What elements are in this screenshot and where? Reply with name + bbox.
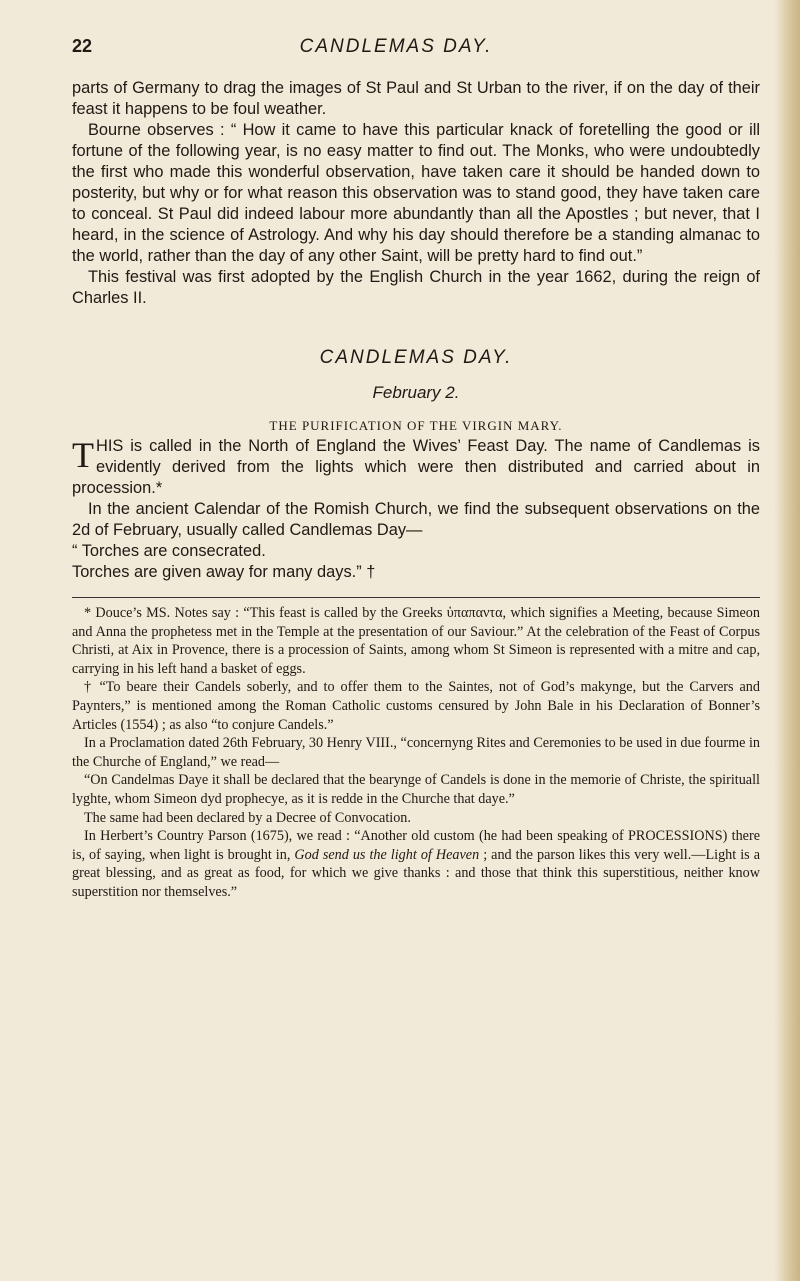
section-date: February 2.	[372, 383, 460, 402]
opening-paragraph-text: HIS is called in the North of England the Wives’ Feast Day. The name of Candlemas is evidently derived from the lights which were then distributed and carried about in procession.*	[72, 437, 760, 497]
drop-cap: T	[72, 435, 94, 475]
paragraph: This festival was first adopted by the English Church in the year 1662, during the reign of Charles II.	[72, 268, 760, 307]
footnote-text: In Herbert’s Country Parson (1675), we read : “Another old custom (he had been speaking of PROCESSIONS) there is, of saying, when light is brought in,	[72, 828, 760, 863]
footnotes	[72, 604, 760, 902]
footnote: † “To beare their Candels soberly, and to offer them to the Saintes, not of God’s makynge, but the Carvers and Paynters,” is mentioned among the Roman Catholic customs censured by John Bale in his Declaration of Bonner’s Articles (1554) ; as also “to conjure Candels.”	[72, 679, 760, 733]
page-edge-shadow	[774, 0, 800, 1281]
section-title: CANDLEMAS DAY.	[319, 347, 513, 368]
footnote: “On Candelmas Daye it shall be declared that the bearynge of Candels is done in the memorie of Christe, the spirituall lyghte, whom Simeon dyd prophecye, as it is redde in the Churche that daye.”	[72, 772, 760, 807]
quotation-line: Torches are given away for many days.” †	[72, 563, 376, 581]
footnote	[72, 827, 760, 901]
footnote-rule	[72, 597, 760, 598]
paragraph: In the ancient Calendar of the Romish Church, we find the subsequent observations on the 2d of February, usually called Candlemas Day—	[72, 500, 760, 539]
section-subtitle: THE PURIFICATION OF THE VIRGIN MARY.	[269, 418, 563, 433]
quotation-line: “ Torches are consecrated.	[72, 542, 266, 560]
footnote: The same had been declared by a Decree of Convocation.	[84, 809, 411, 826]
running-head	[72, 28, 760, 64]
footnote-text: ; and the parson likes this very well.—Light is a great blessing, and as great as food, for which we give thanks : and those that think this superstitious, neither know superstition nor themselves.”	[72, 846, 760, 900]
paragraph: Bourne observes : “ How it came to have this particular knack of foretelling the good or ill fortune of the following year, is no easy matter to find out. The Monks, who were undoubtedly the first who made this wonderful observation, have taken care it should be handed down to posterity, but why or for what reason this observation was to stand good, they have taken care to conceal. St Paul did indeed labour more abundantly than all the Apostles ; but never, that I heard, in the science of Astrology. And why his day should therefore be a standing almanac to the world, rather than the day of any other Saint, will be pretty hard to find out.”	[72, 121, 760, 265]
running-title: CANDLEMAS DAY.	[299, 36, 493, 57]
paragraph: parts of Germany to drag the images of St Paul and St Urban to the river, if on the day of their feast it happens to be foul weather.	[72, 79, 760, 118]
main-text	[72, 78, 760, 583]
page-number: 22	[72, 36, 93, 56]
footnote-italic-text: God send us the light of Heaven	[294, 846, 480, 863]
opening-paragraph	[72, 436, 760, 499]
footnote: In a Proclamation dated 26th February, 30 Henry VIII., “concernyng Rites and Ceremonies to be used in due fourme in the Churche of England,” we read—	[72, 735, 760, 770]
footnote: * Douce’s MS. Notes say : “This feast is called by the Greeks ὑπαπαντα, which signifies a Meeting, because Simeon and Anna the prophetess met in the Temple at the presentation of our Saviour.” At the celebration of the Feast of Corpus Christi, at Aix in Provence, there is a procession of Saints, among whom St Simeon is represented with a mitre and cap, carrying in his left hand a basket of eggs.	[72, 605, 760, 677]
